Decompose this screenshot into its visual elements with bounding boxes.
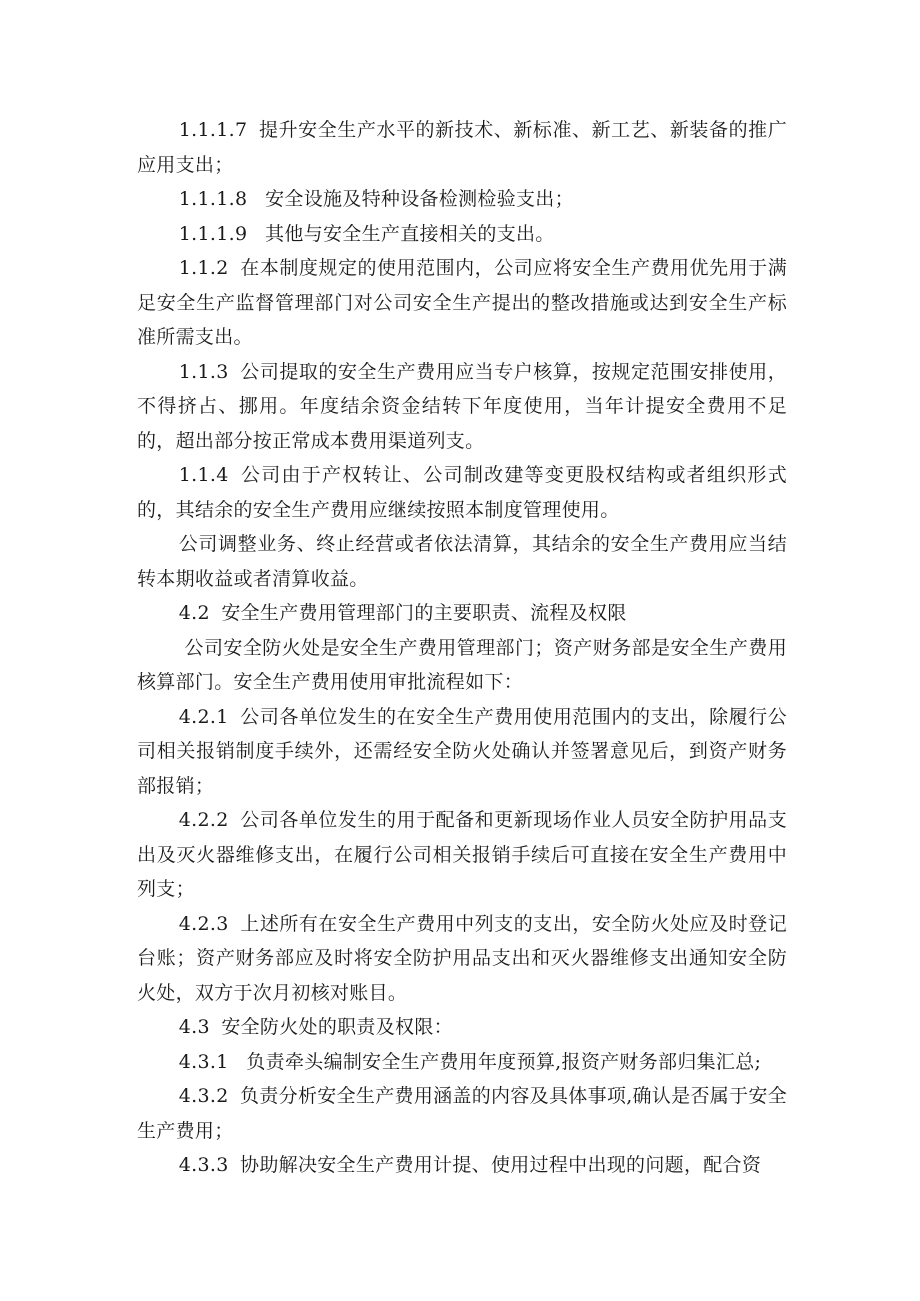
section-heading-4-2 — [137, 596, 787, 631]
paragraph-4-2-2 — [137, 803, 787, 907]
paragraph-4-3-1 — [137, 1045, 787, 1080]
clause-text: 公司调整业务、终止经营或者依法清算，其结余的安全生产费用应当结转本期收益或者清算收益。 — [137, 533, 787, 590]
paragraph-1-1-4 — [137, 458, 787, 527]
clause-text: 在本制度规定的使用范围内，公司应将安全生产费用优先用于满足安全生产监督管理部门对公司安全生产提出的整改措施或达到安全生产标准所需支出。 — [137, 257, 787, 348]
section-heading-text: 安全防火处的职责及权限： — [221, 1016, 453, 1038]
clause-number: 4.2.2 — [178, 809, 229, 831]
clause-number: 1.1.3 — [178, 360, 229, 383]
clause-text: 负责分析安全生产费用涵盖的内容及具体事项,确认是否属于安全生产费用； — [137, 1085, 787, 1142]
paragraph-4-3-2 — [137, 1079, 787, 1148]
clause-number: 1.1.1.8 — [178, 188, 248, 210]
paragraph-1-1-1-7 — [137, 113, 787, 182]
clause-number: 4.2 — [178, 602, 210, 624]
section-heading-4-3 — [137, 1010, 787, 1045]
clause-number: 4.3 — [178, 1016, 210, 1038]
paragraph-1-1-2 — [137, 251, 787, 355]
section-heading-text: 安全生产费用管理部门的主要职责、流程及权限 — [221, 602, 627, 624]
clause-number: 1.1.2 — [178, 257, 229, 279]
clause-text: 公司各单位发生的在安全生产费用使用范围内的支出，除履行公司相关报销制度手续外，还需经安全防火处确认并签署意见后，到资产财务部报销； — [137, 705, 787, 797]
clause-number: 4.3.1 — [178, 1050, 229, 1073]
clause-text: 安全设施及特种设备检测检验支出； — [258, 188, 574, 210]
clause-number: 4.3.2 — [178, 1085, 229, 1107]
paragraph-adjustment — [137, 527, 787, 596]
clause-number: 1.1.1.9 — [178, 222, 248, 245]
paragraph-1-1-1-8 — [137, 182, 787, 217]
clause-text: 协助解决安全生产费用计提、使用过程中出现的问题，配合资 — [240, 1154, 762, 1176]
paragraph-4-3-3 — [137, 1148, 787, 1183]
clause-text: 提升安全生产水平的新技术、新标准、新工艺、新装备的推广应用支出； — [137, 119, 787, 176]
clause-text: 公司安全防火处是安全生产费用管理部门；资产财务部是安全生产费用核算部门。安全生产费用使用审批流程如下： — [137, 636, 787, 693]
clause-number: 4.3.3 — [178, 1154, 229, 1176]
clause-text: 上述所有在安全生产费用中列支的支出，安全防火处应及时登记台账；资产财务部应及时将安全防护用品支出和灭火器维修支出通知安全防火处，双方于次月初核对账目。 — [137, 912, 787, 1004]
clause-number: 1.1.1.7 — [178, 119, 248, 141]
clause-number: 1.1.4 — [178, 464, 229, 486]
clause-number: 4.2.3 — [178, 912, 229, 935]
clause-text: 公司提取的安全生产费用应当专户核算，按规定范围安排使用，不得挤占、挪用。年度结余资金结转下年度使用，当年计提安全费用不足的，超出部分按正常成本费用渠道列支。 — [137, 360, 787, 452]
clause-text: 公司各单位发生的用于配备和更新现场作业人员安全防护用品支出及灭火器维修支出，在履行公司相关报销手续后可直接在安全生产费用中列支； — [137, 809, 787, 900]
paragraph-4-2-3 — [137, 907, 787, 1011]
clause-text: 其他与安全生产直接相关的支出。 — [258, 222, 555, 245]
document-page — [137, 113, 787, 1183]
clause-number: 4.2.1 — [178, 705, 229, 728]
clause-text: 负责牵头编制安全生产费用年度预算,报资产财务部归集汇总; — [240, 1050, 762, 1073]
paragraph-1-1-3 — [137, 355, 787, 459]
paragraph-department-intro — [137, 631, 787, 700]
clause-text: 公司由于产权转让、公司制改建等变更股权结构或者组织形式的，其结余的安全生产费用应继续按照本制度管理使用。 — [137, 464, 787, 521]
paragraph-1-1-1-9 — [137, 217, 787, 252]
paragraph-4-2-1 — [137, 700, 787, 804]
